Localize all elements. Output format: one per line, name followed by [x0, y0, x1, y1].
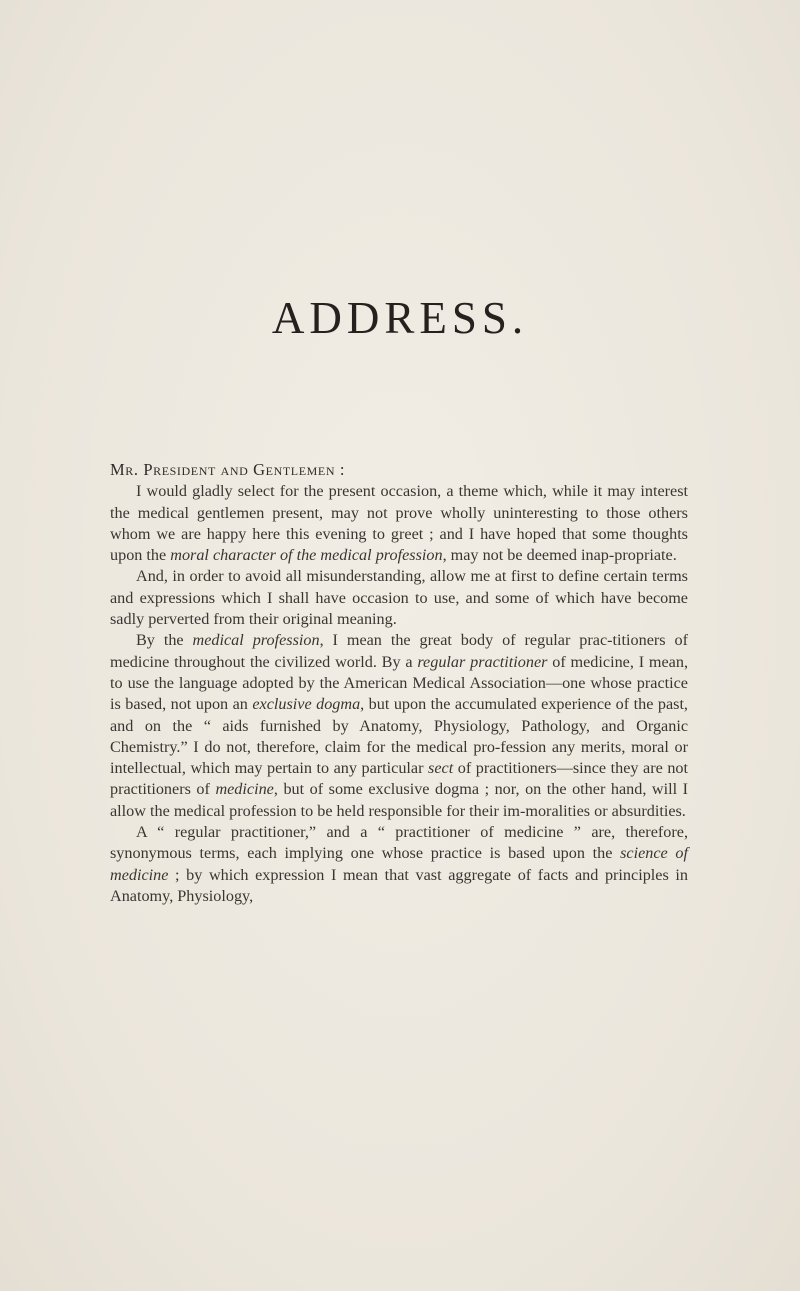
page-title: ADDRESS. [271, 293, 529, 343]
italic-phrase: medical profession [192, 631, 320, 650]
italic-phrase: sect [428, 759, 454, 778]
text-run: A “ regular practitioner,” and a “ practitioner of medicine ” are, therefore, synonymous terms, each implying one whose practice is based upon the [110, 823, 688, 863]
text-run: ; by which expression I mean that vast aggregate of facts and principles in Anatomy, Physiology, [110, 865, 688, 905]
paragraph-2 [110, 566, 688, 630]
italic-phrase: regular practitioner [417, 652, 548, 671]
italic-phrase: exclusive dogma [252, 695, 361, 714]
text-run: And, in order to avoid all misunderstanding, allow me at first to define certain terms and expressions which I shall have occasion to use, and some of which have become sadly perverted from their original meaning. [110, 567, 688, 629]
text-run: , but upon the accumulated experience of the past, and on the “ aids furnished by Anatomy, Physiology, Pathology, and Organic Chemistry.” I do not, therefore, claim for the medical pro-fession any merits, moral or intellectual, which may pertain to any particular [110, 695, 688, 778]
text-run: , I mean the great body of regular prac-titioners of medicine throughout the civilized world. By a [110, 631, 688, 671]
paragraph-3 [110, 630, 688, 822]
paragraph-4 [110, 822, 688, 907]
italic-phrase: moral character of the medical profession [170, 546, 443, 565]
text-run: of medicine, I mean, to use the language adopted by the American Medical Association—one whose practice is based, not upon an [110, 652, 688, 714]
body-text [110, 459, 688, 907]
text-run: of practitioners—since they are not practitioners of [110, 759, 689, 799]
text-run: By the [136, 631, 193, 650]
text-run: , may not be deemed inap-propriate. [442, 546, 677, 565]
text-run: I would gladly select for the present occasion, a theme which, while it may interest the medical gentlemen present, may not prove wholly uninteresting to those others whom we are happy here this evening to greet ; and I have hoped that some thoughts upon the [110, 482, 688, 565]
italic-phrase: medicine [215, 780, 274, 799]
italic-phrase: science of medicine [110, 844, 688, 884]
salutation: Mr. President and Gentlemen : [110, 460, 346, 479]
paragraph-1 [110, 481, 688, 566]
text-run: , but of some exclusive dogma ; nor, on the other hand, will I allow the medical profession to be held responsible for their im-moralities or absurdities. [110, 780, 689, 820]
